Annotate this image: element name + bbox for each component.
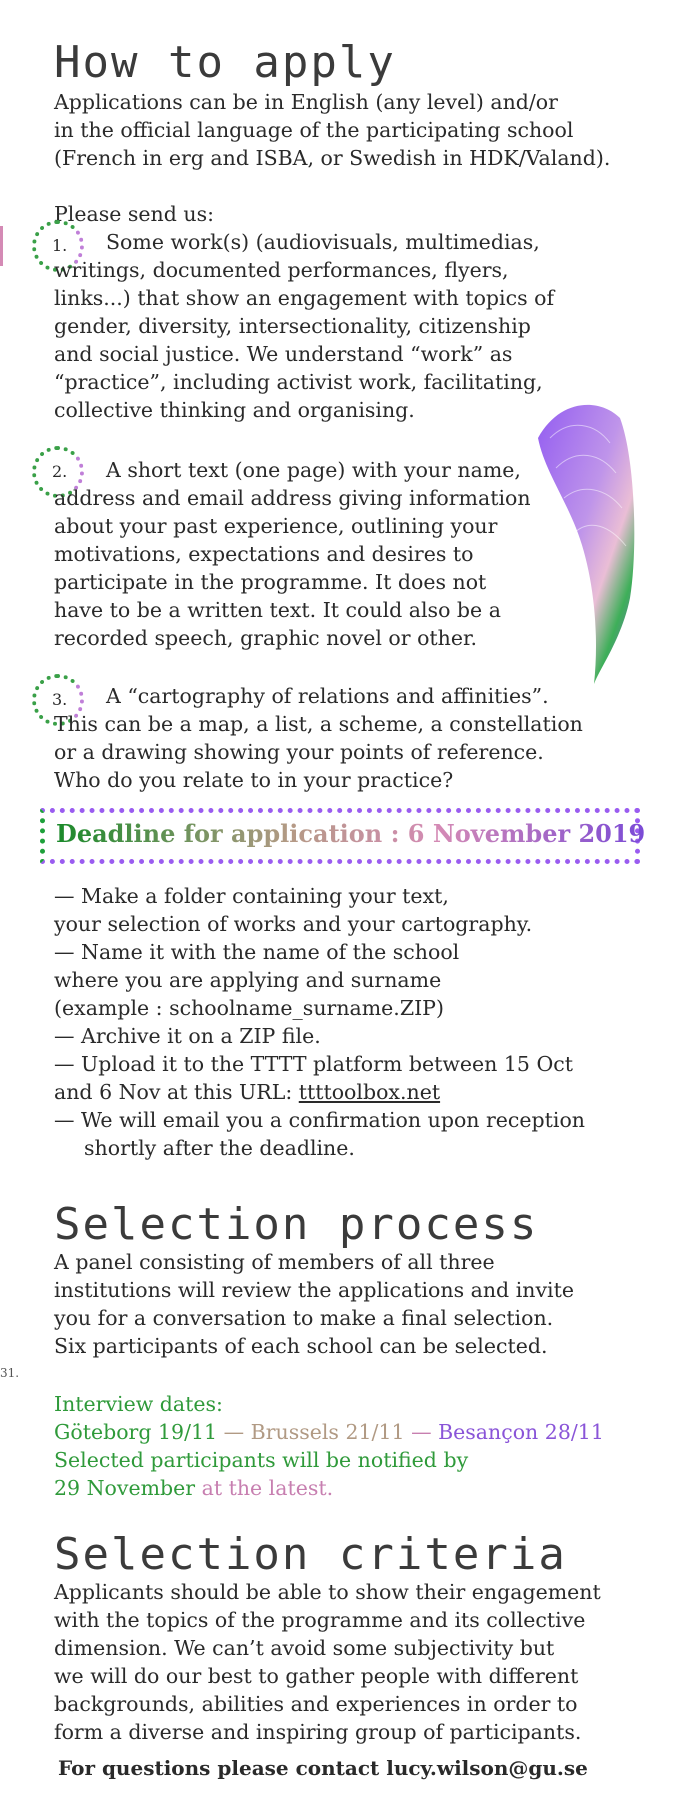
- how-to-apply-heading: How to apply: [54, 37, 396, 88]
- item-line: participate in the programme. It does not: [54, 570, 487, 594]
- item-2-number: 2.: [52, 462, 68, 481]
- step-line: your selection of works and your cartography.: [54, 912, 533, 936]
- step-line: — Upload it to the TTTT platform between 15 Oct: [54, 1052, 573, 1076]
- notified-line: Selected participants will be notified by: [54, 1448, 469, 1472]
- step-line: — Make a folder containing your text,: [54, 884, 449, 908]
- item-3-number: 3.: [52, 690, 68, 709]
- step-line: shortly after the deadline.: [84, 1136, 355, 1160]
- selection-criteria-heading: Selection criteria: [54, 1529, 567, 1580]
- criteria-line: dimension. We can’t avoid some subjectivity but: [54, 1636, 555, 1660]
- step-line: (example : schoolname_surname.ZIP): [54, 996, 444, 1020]
- item-line: A short text (one page) with your name,: [106, 458, 521, 482]
- criteria-line: backgrounds, abilities and experiences in order to: [54, 1692, 578, 1716]
- item-line: about your past experience, outlining your: [54, 514, 498, 538]
- intro-line: in the official language of the participating school: [54, 118, 574, 142]
- date-besancon: Besançon 28/11: [438, 1420, 604, 1444]
- deadline-text: Deadline for application : 6 November 2019: [56, 814, 645, 854]
- interview-label: Interview dates:: [54, 1392, 223, 1416]
- item-line: This can be a map, a list, a scheme, a constellation: [54, 712, 583, 736]
- item-line: recorded speech, graphic novel or other.: [54, 626, 478, 650]
- item-line: Who do you relate to in your practice?: [54, 768, 454, 792]
- item-line: A “cartography of relations and affinities”.: [106, 684, 549, 708]
- selection-line: you for a conversation to make a final selection.: [54, 1306, 554, 1330]
- date-goteborg: Göteborg 19/11: [54, 1420, 218, 1444]
- steps-paragraph: [54, 882, 634, 1162]
- criteria-line: form a diverse and inspiring group of participants.: [54, 1720, 582, 1744]
- item-line: have to be a written text. It could also be a: [54, 598, 501, 622]
- item-line: gender, diversity, intersectionality, citizenship: [54, 314, 531, 338]
- item-line: or a drawing showing your points of reference.: [54, 740, 544, 764]
- selection-line: A panel consisting of members of all three: [54, 1250, 495, 1274]
- step-line: — Name it with the name of the school: [54, 940, 460, 964]
- please-send-label: [54, 200, 634, 228]
- step-line: — We will email you a confirmation upon reception: [54, 1108, 586, 1132]
- selection-criteria-paragraph: [54, 1578, 634, 1746]
- selection-process-paragraph: [54, 1248, 634, 1360]
- item-line: motivations, expectations and desires to: [54, 542, 474, 566]
- selection-line: institutions will review the applications and invite: [54, 1278, 574, 1302]
- step-line-url: [54, 1078, 634, 1106]
- criteria-line: we will do our best to gather people with different: [54, 1664, 579, 1688]
- step-line: — Archive it on a ZIP file.: [54, 1024, 321, 1048]
- edge-mark-graphic: [0, 226, 6, 266]
- please-send-text: Please send us:: [54, 202, 214, 226]
- item-line: “practice”, including activist work, facilitating,: [54, 370, 543, 394]
- criteria-line: Applicants should be able to show their engagement: [54, 1580, 601, 1604]
- intro-line: (French in erg and ISBA, or Swedish in HDK/Valand).: [54, 146, 611, 170]
- item-line: collective thinking and organising.: [54, 398, 415, 422]
- date-separator: —: [217, 1420, 251, 1444]
- item-line: and social justice. We understand “work” as: [54, 342, 513, 366]
- date-separator: —: [404, 1420, 439, 1444]
- interview-dates-line: [54, 1418, 634, 1446]
- notified-rest: at the latest.: [195, 1476, 334, 1500]
- interview-dates: [54, 1390, 634, 1502]
- selection-line: Six participants of each school can be selected.: [54, 1334, 548, 1358]
- url-prefix: and 6 Nov at this URL:: [54, 1080, 299, 1104]
- date-brussels: Brussels 21/11: [250, 1420, 405, 1444]
- item-1-number: 1.: [52, 236, 68, 255]
- platform-url-link[interactable]: ttttoolbox.net: [298, 1080, 441, 1104]
- contact-line: For questions please contact lucy.wilson@gu.se: [58, 1756, 588, 1780]
- notified-date-line: [54, 1474, 634, 1502]
- item-line: Some work(s) (audiovisuals, multimedias,: [106, 230, 540, 254]
- item-3-paragraph: [54, 682, 634, 794]
- edge-mark-text: 31.: [0, 1366, 20, 1380]
- decorative-horn-graphic: [530, 398, 640, 688]
- step-line: where you are applying and surname: [54, 968, 442, 992]
- notified-date: 29 November: [54, 1476, 196, 1500]
- item-line: links...) that show an engagement with topics of: [54, 286, 555, 310]
- criteria-line: with the topics of the programme and its collective: [54, 1608, 586, 1632]
- item-line: writings, documented performances, flyers,: [54, 258, 509, 282]
- intro-paragraph: [54, 88, 634, 172]
- selection-process-heading: Selection process: [54, 1199, 539, 1250]
- intro-line: Applications can be in English (any level) and/or: [54, 90, 558, 114]
- item-line: address and email address giving information: [54, 486, 531, 510]
- item-1-paragraph: [54, 228, 634, 424]
